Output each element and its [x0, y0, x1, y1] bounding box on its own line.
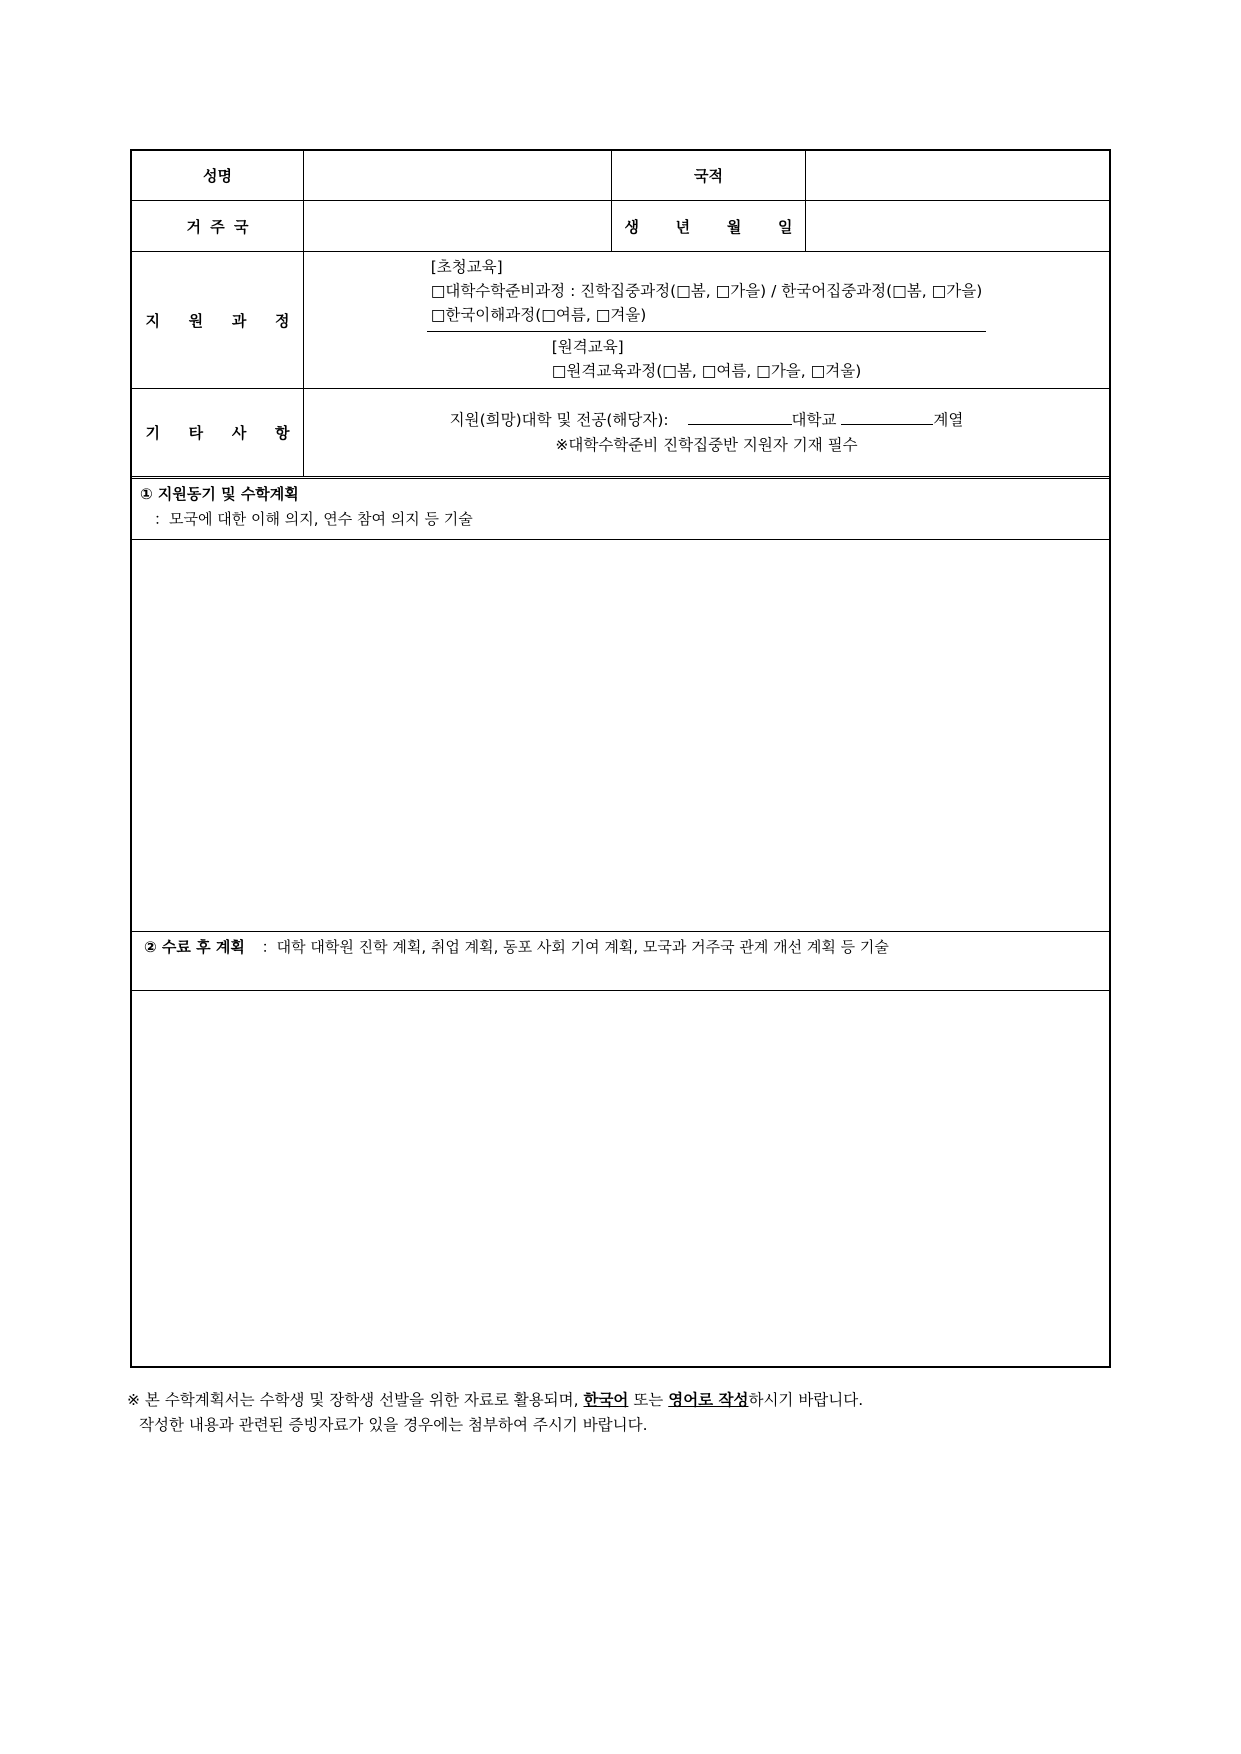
etc-label-char: 항	[274, 424, 290, 442]
study-plan-form	[130, 149, 1111, 1368]
residence-label-char: 주	[210, 217, 225, 236]
row-etc	[132, 389, 1109, 479]
birth-label-char: 일	[777, 217, 793, 236]
university-blank[interactable]	[688, 410, 792, 425]
desired-university-line	[450, 408, 964, 433]
remote-course-option[interactable]: □원격교육과정(□봄, □여름, □가을, □겨울)	[551, 362, 862, 380]
footnote	[127, 1388, 863, 1438]
birth-field[interactable]	[806, 201, 1109, 251]
nationality-field[interactable]	[806, 151, 1109, 200]
birth-label-char: 월	[726, 217, 742, 236]
row-residence-birth	[132, 201, 1109, 252]
department-blank[interactable]	[841, 410, 933, 425]
footnote-text: 또는	[628, 1391, 669, 1409]
footnote-emphasis-korean: 한국어	[583, 1391, 629, 1409]
invited-education-block	[427, 252, 987, 332]
course-label-char: 지	[145, 311, 160, 330]
birth-label	[612, 201, 806, 251]
section1-title: ① 지원동기 및 수학계획	[140, 485, 299, 503]
nationality-label: 국적	[612, 151, 806, 200]
remote-education-block	[548, 332, 866, 388]
section2-header	[132, 932, 1109, 991]
etc-label-char: 기	[145, 424, 160, 442]
etc-label-char: 사	[231, 424, 247, 442]
footnote-line-1	[127, 1388, 863, 1413]
desired-university-prefix: 지원(희망)대학 및 전공(해당자):	[449, 410, 669, 429]
course-label-char: 과	[231, 311, 247, 330]
row-course	[132, 252, 1109, 389]
section1-writing-area[interactable]	[132, 540, 1109, 932]
residence-label	[132, 201, 304, 251]
footnote-text: ※ 본 수학계획서는 수학생 및 장학생 선발을 위한 자료로 활용되며,	[127, 1391, 584, 1409]
footnote-line-2: 작성한 내용과 관련된 증빙자료가 있을 경우에는 첨부하여 주시기 바랍니다.	[139, 1416, 648, 1434]
invited-course-option-1[interactable]: □대학수학준비과정 : 진학집중과정(□봄, □가을) / 한국어집중과정(□봄, □가을)	[430, 282, 983, 300]
department-suffix: 계열	[933, 410, 964, 429]
section2-writing-area[interactable]	[132, 991, 1109, 1366]
residence-field[interactable]	[304, 201, 612, 251]
course-label-char: 원	[188, 311, 204, 330]
residence-label-char: 거	[186, 217, 201, 236]
name-label: 성명	[132, 151, 304, 200]
birth-label-char: 년	[675, 217, 691, 236]
invited-course-option-2[interactable]: □한국이해과정(□여름, □겨울)	[430, 306, 647, 324]
etc-content	[304, 389, 1109, 476]
residence-label-char: 국	[234, 217, 249, 236]
name-field[interactable]	[304, 151, 612, 200]
footnote-emphasis-english: 영어로 작성	[668, 1391, 749, 1409]
section2-title: ② 수료 후 계획	[144, 938, 245, 956]
birth-label-char: 생	[624, 217, 639, 236]
university-suffix: 대학교	[791, 410, 837, 429]
footnote-text: 하시기 바랍니다.	[748, 1391, 864, 1409]
etc-label	[132, 389, 304, 476]
section1-description: ：모국에 대한 이해 의지, 연수 참여 의지 등 기술	[154, 510, 473, 528]
course-options	[304, 252, 1109, 388]
section1-header	[132, 479, 1109, 540]
course-label-char: 정	[274, 311, 290, 330]
desired-university-note: ※대학수학준비 진학집중반 지원자 기재 필수	[555, 435, 858, 454]
remote-education-title: [원격교육]	[551, 338, 624, 356]
row-name-nationality	[132, 151, 1109, 201]
etc-label-char: 타	[188, 424, 204, 442]
section2-description: ：대학 대학원 진학 계획, 취업 계획, 동포 사회 기여 계획, 모국과 거주국 관계 개선 계획 등 기술	[261, 938, 889, 956]
invited-education-title: [초청교육]	[430, 258, 503, 276]
course-label	[132, 252, 304, 388]
